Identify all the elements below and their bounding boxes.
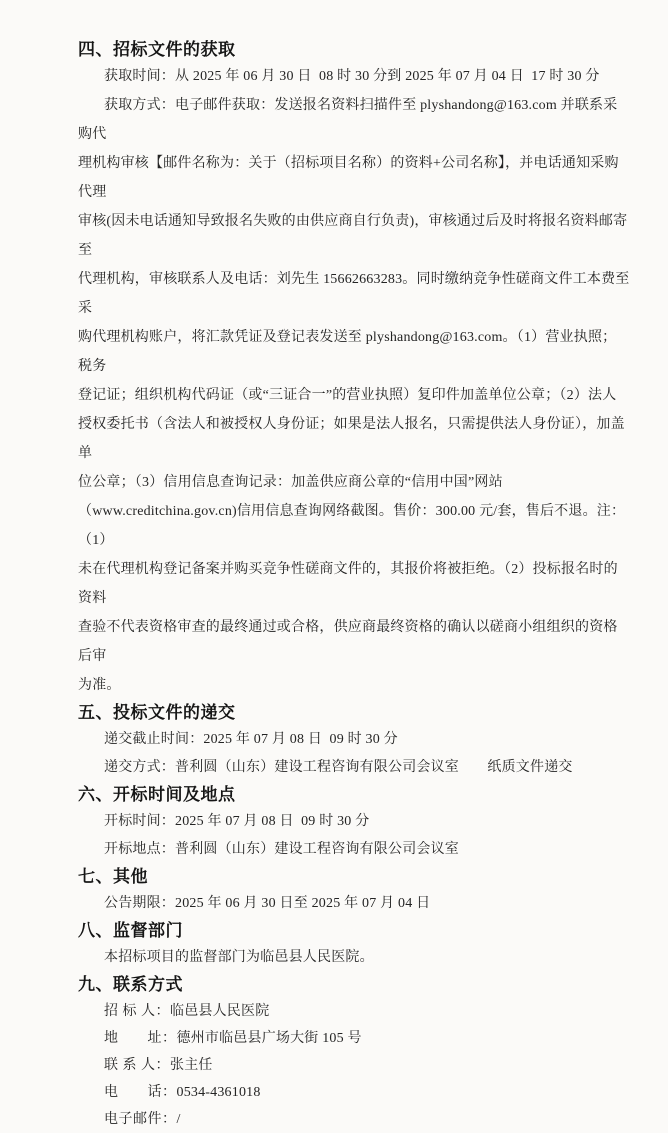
contact-row — [78, 1106, 630, 1133]
acquisition-time-line: 获取时间：从 2025 年 06 月 30 日 08 时 30 分到 2025 年 07 月 04 日 17 时 30 分 — [104, 69, 600, 84]
contact-value: 德州市临邑县广场大街 105 号 — [176, 1031, 362, 1046]
paragraph-line: 审核(因未电话通知导致报名失败的由供应商自行负责)，审核通过后及时将报名资料邮寄至 — [78, 214, 628, 258]
paragraph-line: 理机构审核【邮件名称为：关于（招标项目名称）的资料+公司名称】，并电话通知采购代理 — [78, 156, 619, 200]
contact-label: 电子邮件： — [104, 1112, 177, 1127]
section-9-heading: 九、联系方式 — [78, 975, 183, 994]
section-bid-submission — [78, 700, 630, 782]
paragraph-line: 授权委托书（含法人和被授权人身份证；如果是法人报名，只需提供法人身份证），加盖单 — [78, 417, 625, 461]
section-document-acquisition — [78, 37, 630, 700]
paragraph-line: 位公章；（3）信用信息查询记录：加盖供应商公章的“信用中国”网站 — [78, 475, 503, 490]
contact-label: 地 址： — [104, 1031, 177, 1046]
paragraph-line: （www.creditchina.gov.cn)信用信息查询网络截图。售价：300.00 元/套，售后不退。注：（1） — [78, 504, 626, 548]
contact-label: 招 标 人： — [104, 1004, 170, 1019]
paragraph-line: 未在代理机构登记备案并购买竞争性磋商文件的，其报价将被拒绝。（2）投标报名时的资料 — [78, 562, 618, 606]
contact-value: 0534-4361018 — [176, 1085, 261, 1100]
acquisition-method-paragraph — [78, 91, 630, 700]
paragraph-line: 购代理机构账户，将汇款凭证及登记表发送至 plyshandong@163.com。（1）营业执照；税务 — [78, 330, 617, 374]
contact-value: / — [176, 1112, 181, 1127]
paragraph-line: 代理机构，审核联系人及电话：刘先生 15662663283。同时缴纳竞争性磋商文件工本费至采 — [78, 272, 630, 316]
section-supervision — [78, 918, 630, 972]
section-8-heading: 八、监督部门 — [78, 921, 183, 940]
submission-deadline-line: 递交截止时间：2025 年 07 月 08 日 09 时 30 分 — [104, 732, 398, 747]
opening-time-line: 开标时间：2025 年 07 月 08 日 09 时 30 分 — [104, 814, 370, 829]
section-contact-info — [78, 972, 630, 1133]
contact-row — [78, 998, 630, 1025]
section-bid-opening — [78, 782, 630, 864]
paragraph-line: 查验不代表资格审查的最终通过或合格，供应商最终资格的确认以磋商小组组织的资格后审 — [78, 620, 618, 664]
section-4-heading: 四、招标文件的获取 — [78, 40, 236, 59]
section-other — [78, 864, 630, 918]
contact-row — [78, 1079, 630, 1106]
section-7-heading: 七、其他 — [78, 867, 148, 886]
contact-row — [78, 1025, 630, 1052]
paragraph-line: 为准。 — [78, 678, 121, 693]
contact-label: 电 话： — [104, 1085, 177, 1100]
contact-value: 张主任 — [170, 1058, 213, 1073]
notice-period-line: 公告期限：2025 年 06 月 30 日至 2025 年 07 月 04 日 — [104, 896, 431, 911]
contact-label: 联 系 人： — [104, 1058, 170, 1073]
paragraph-line: 获取方式：电子邮件获取：发送报名资料扫描件至 plyshandong@163.com 并联系采购代 — [78, 98, 618, 142]
opening-place-line: 开标地点：普利圆（山东）建设工程咨询有限公司会议室 — [104, 842, 459, 857]
submission-method-line: 递交方式：普利圆（山东）建设工程咨询有限公司会议室 纸质文件递交 — [104, 760, 573, 775]
paragraph-line: 登记证；组织机构代码证（或“三证合一”的营业执照）复印件加盖单位公章；（2）法人 — [78, 388, 617, 403]
contact-value: 临邑县人民医院 — [170, 1004, 270, 1019]
contact-row — [78, 1052, 630, 1079]
supervision-body-line: 本招标项目的监督部门为临邑县人民医院。 — [104, 950, 374, 965]
section-5-heading: 五、投标文件的递交 — [78, 703, 236, 722]
section-6-heading: 六、开标时间及地点 — [78, 785, 236, 804]
